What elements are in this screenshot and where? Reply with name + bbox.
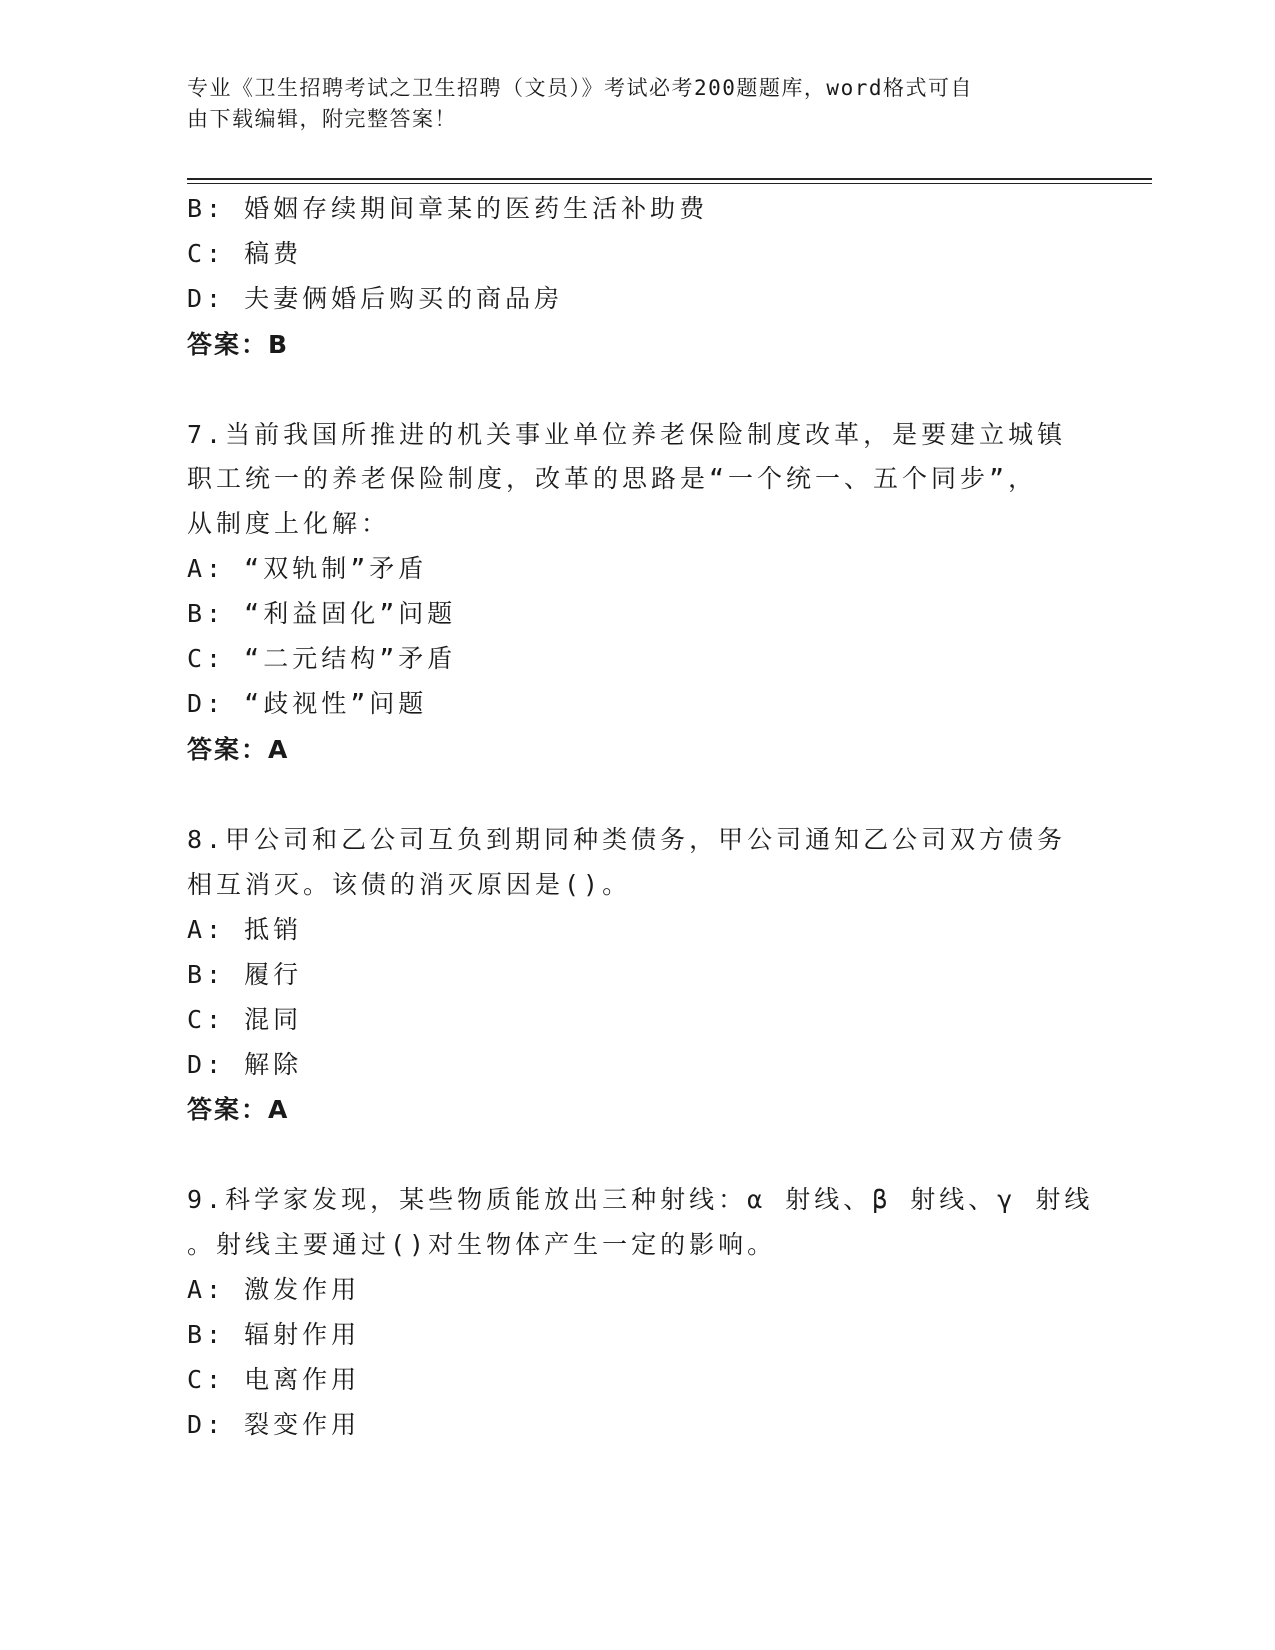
header-line-2: 由下载编辑，附完整答案！ <box>187 107 457 131</box>
header-divider-thin <box>187 183 1152 184</box>
q8-option-b: B: 履行 <box>187 960 303 989</box>
q6-option-b: B: 婚姻存续期间章某的医药生活补助费 <box>187 194 709 223</box>
q8-option-d: D: 解除 <box>187 1050 303 1079</box>
q7-option-c: C: “二元结构”矛盾 <box>187 644 457 673</box>
q7-stem-line-2: 职工统一的养老保险制度，改革的思路是“一个统一、五个同步”， <box>187 464 1038 493</box>
q8-stem-line-2: 相互消灭。该债的消灭原因是()。 <box>187 870 632 899</box>
q7-option-d: D: “歧视性”问题 <box>187 689 428 718</box>
q9-stem-line-1: 9.科学家发现，某些物质能放出三种射线：α 射线、β 射线、γ 射线 <box>187 1185 1094 1214</box>
q7-answer: 答案：A <box>187 735 290 764</box>
header-line-1: 专业《卫生招聘考试之卫生招聘（文员）》考试必考200题题库，word格式可自 <box>187 76 973 100</box>
q8-stem-line-1: 8.甲公司和乙公司互负到期同种类债务，甲公司通知乙公司双方债务 <box>187 825 1067 854</box>
q8-answer: 答案：A <box>187 1095 290 1124</box>
q6-option-c: C: 稿费 <box>187 239 303 268</box>
q7-option-a: A: “双轨制”矛盾 <box>187 554 428 583</box>
q9-option-d: D: 裂变作用 <box>187 1410 361 1439</box>
q7-stem-line-3: 从制度上化解： <box>187 509 391 538</box>
document-header <box>187 73 1067 135</box>
q6-option-d: D: 夫妻俩婚后购买的商品房 <box>187 284 564 313</box>
q9-option-b: B: 辐射作用 <box>187 1320 361 1349</box>
q9-option-a: A: 激发作用 <box>187 1275 361 1304</box>
q8-option-a: A: 抵销 <box>187 915 303 944</box>
header-divider-thick <box>187 178 1152 180</box>
q7-stem-line-1: 7.当前我国所推进的机关事业单位养老保险制度改革，是要建立城镇 <box>187 420 1067 449</box>
q6-answer: 答案：B <box>187 330 290 359</box>
q8-option-c: C: 混同 <box>187 1005 303 1034</box>
q9-option-c: C: 电离作用 <box>187 1365 361 1394</box>
q9-stem-line-2: 。射线主要通过()对生物体产生一定的影响。 <box>187 1230 777 1259</box>
q7-option-b: B: “利益固化”问题 <box>187 599 457 628</box>
